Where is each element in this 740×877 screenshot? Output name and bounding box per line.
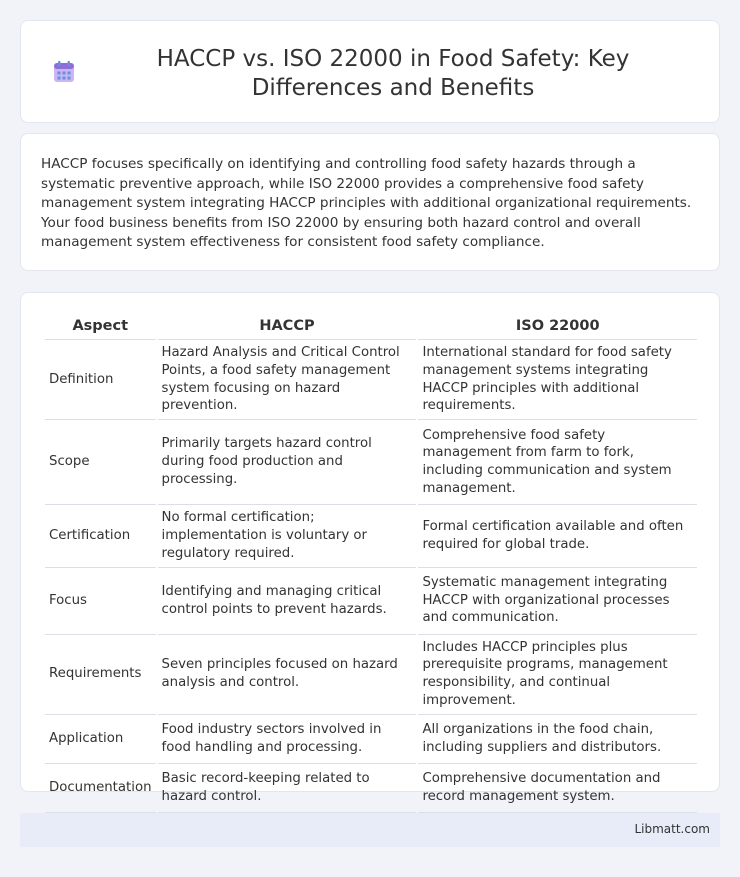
page-title: HACCP vs. ISO 22000 in Food Safety: Key Differences and Benefits xyxy=(156,46,630,101)
header-iso: ISO 22000 xyxy=(418,313,697,340)
iso-cell: International standard for food safety management systems integrating HACCP principles with additional requirements. xyxy=(418,340,697,420)
table-row xyxy=(45,635,697,715)
header-aspect: Aspect xyxy=(45,313,156,340)
comparison-table xyxy=(43,313,699,813)
table-row xyxy=(45,568,697,635)
aspect-cell: Focus xyxy=(45,568,156,635)
table-row xyxy=(45,420,697,505)
aspect-cell: Application xyxy=(45,715,156,764)
haccp-cell: Basic record-keeping related to hazard control. xyxy=(158,764,417,813)
title-card xyxy=(20,20,720,123)
iso-cell: Includes HACCP principles plus prerequisite programs, management responsibility, and continual improvement. xyxy=(418,635,697,715)
table-row xyxy=(45,764,697,813)
calendar-icon xyxy=(51,59,77,85)
intro-paragraph: HACCP focuses specifically on identifying and controlling food safety hazards through a systematic preventive approach, while ISO 22000 provides a comprehensive food safety management system integrating HACCP principles with additional organizational requirements. Your food business benefits from ISO 22000 by ensuring both hazard control and overall management system effectiveness for consistent food safety compliance. xyxy=(41,156,692,251)
iso-cell: Comprehensive food safety management from farm to fork, including communication and system management. xyxy=(418,420,697,505)
iso-cell: All organizations in the food chain, including suppliers and distributors. xyxy=(418,715,697,764)
iso-cell: Formal certification available and often required for global trade. xyxy=(418,505,697,567)
table-header-row xyxy=(45,313,697,340)
aspect-cell: Requirements xyxy=(45,635,156,715)
haccp-cell: Hazard Analysis and Critical Control Points, a food safety management system focusing on hazard prevention. xyxy=(158,340,417,420)
table-row xyxy=(45,505,697,567)
aspect-cell: Documentation xyxy=(45,764,156,813)
haccp-cell: Primarily targets hazard control during food production and processing. xyxy=(158,420,417,505)
footer-site-link[interactable]: Libmatt.com xyxy=(634,822,710,836)
aspect-cell: Certification xyxy=(45,505,156,567)
table-row xyxy=(45,340,697,420)
iso-cell: Systematic management integrating HACCP with organizational processes and communication. xyxy=(418,568,697,635)
haccp-cell: No formal certification; implementation is voluntary or regulatory required. xyxy=(158,505,417,567)
haccp-cell: Seven principles focused on hazard analysis and control. xyxy=(158,635,417,715)
table-row xyxy=(45,715,697,764)
aspect-cell: Scope xyxy=(45,420,156,505)
header-haccp: HACCP xyxy=(158,313,417,340)
iso-cell: Comprehensive documentation and record management system. xyxy=(418,764,697,813)
footer-bar xyxy=(20,813,720,847)
aspect-cell: Definition xyxy=(45,340,156,420)
haccp-cell: Food industry sectors involved in food handling and processing. xyxy=(158,715,417,764)
intro-card xyxy=(20,133,720,271)
haccp-cell: Identifying and managing critical control points to prevent hazards. xyxy=(158,568,417,635)
comparison-card xyxy=(20,292,720,804)
